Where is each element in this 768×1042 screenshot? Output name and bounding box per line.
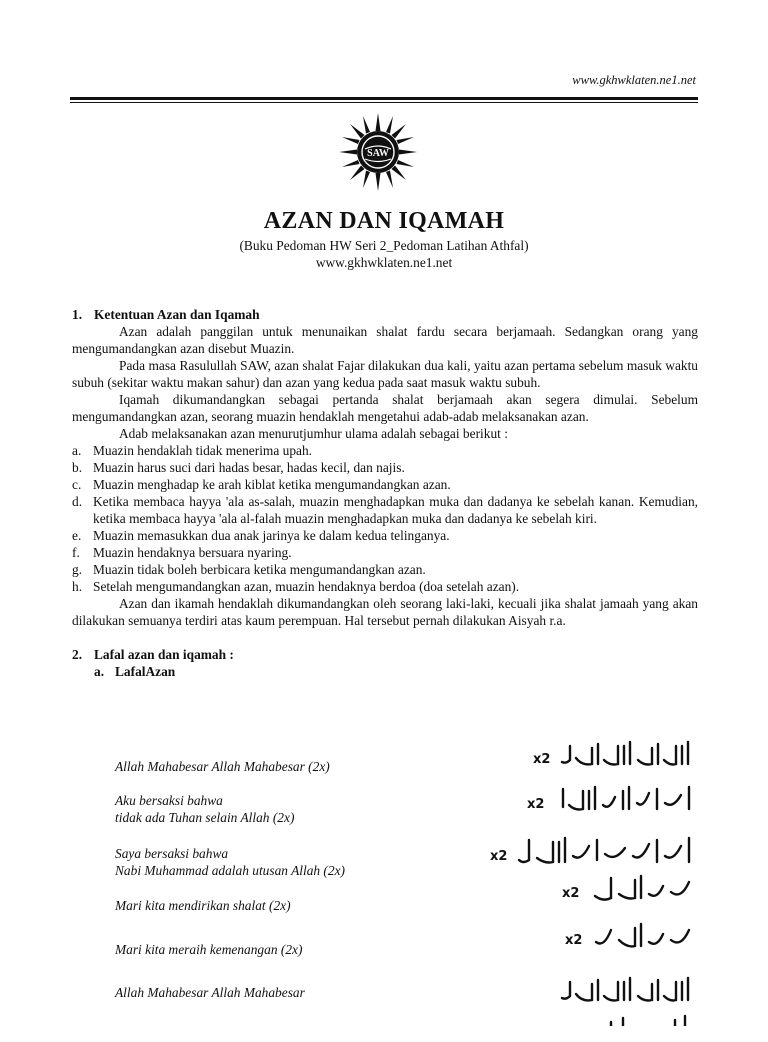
list-item [72, 561, 698, 578]
list-item [72, 527, 698, 544]
list-text: Muazin memasukkan dua anak jarinya ke dalam kedua telinganya. [93, 528, 450, 543]
list-text: Muazin menghadap ke arah kiblat ketika mengumandangkan azan. [93, 477, 451, 492]
list-item [72, 459, 698, 476]
lafal-translation [115, 897, 291, 914]
section-1 [72, 306, 698, 680]
paragraph: Pada masa Rasulullah SAW, azan shalat Fajar dilakukan dua kali, yaitu azan pertama sebelum masuk waktu subuh (sekitar waktu makan sahur) dan azan yang kedua pada saat masuk waktu subuh. [72, 358, 698, 390]
list-marker: d. [72, 494, 83, 509]
section-1-title: Ketentuan Azan dan Iqamah [94, 307, 260, 322]
repeat-marker: x2 [562, 886, 580, 901]
arabic-calligraphy-cropped [563, 1012, 693, 1042]
section-2-number: 2. [72, 647, 83, 662]
header-url: www.gkhwklaten.ne1.net [572, 73, 696, 87]
lafal-line: Nabi Muhammad adalah utusan Allah (2x) [115, 863, 345, 878]
arabic-calligraphy-hayya-salah [589, 872, 693, 902]
list-marker: h. [72, 579, 83, 594]
arabic-calligraphy-hayya-falah [592, 920, 693, 950]
paragraph: Iqamah dikumandangkan sebagai pertanda shalat berjamaah akan segera dimulai. Sebelum mengumandangkan azan, seorang muazin hendaklah mengetahui adab-adab melaksanakan azan. [72, 392, 698, 424]
list-item [72, 544, 698, 561]
repeat-marker: x2 [533, 752, 551, 767]
arabic-calligraphy-takbir-2 [558, 974, 693, 1004]
document-subtitle: (Buku Pedoman HW Seri 2_Pedoman Latihan Athfal) [239, 238, 529, 253]
muhammadiyah-sun-logo [339, 113, 417, 191]
repeat-marker: x2 [565, 933, 583, 948]
subsection-marker: a. [94, 664, 105, 679]
subsection-title: LafalAzan [115, 664, 176, 679]
lafal-translation [115, 941, 302, 958]
lafal-line: Mari kita meraih kemenangan (2x) [115, 942, 303, 957]
logo-text: SAW [367, 148, 389, 159]
repeat-marker: x2 [490, 849, 508, 864]
subsection-lafal-azan-heading [94, 663, 698, 680]
list-marker: e. [72, 528, 82, 543]
list-marker: a. [72, 443, 82, 458]
list-item [72, 493, 698, 527]
list-marker: b. [72, 460, 83, 475]
repeat-marker: x2 [527, 797, 545, 812]
paragraph: Azan adalah panggilan untuk menunaikan shalat fardu secara berjamaah. Sedangkan orang yang mengumandangkan azan disebut Muazin. [72, 324, 698, 356]
list-item [72, 578, 698, 595]
list-item [72, 442, 698, 459]
closing-paragraph: Azan dan ikamah hendaklah dikumandangkan oleh seorang laki-laki, kecuali jika shalat jamaah yang akan dilakukan semuanya terdiri atas kaum perempuan. Hal tersebut pernah dilakukan Aisyah r.a. [72, 596, 698, 628]
lafal-translation [115, 845, 345, 879]
lafal-line: Allah Mahabesar Allah Mahabesar (2x) [115, 759, 330, 774]
lafal-translation [115, 984, 305, 1001]
arabic-calligraphy-syahadat-1 [553, 783, 693, 813]
list-marker: g. [72, 562, 83, 577]
list-text: Muazin hendaknya bersuara nyaring. [93, 545, 292, 560]
lafal-translation [115, 792, 294, 826]
lafal-line: tidak ada Tuhan selain Allah (2x) [115, 810, 295, 825]
header-rule-thick [70, 97, 698, 100]
section-2-heading [72, 646, 698, 663]
lafal-line: Aku bersaksi bahwa [115, 793, 223, 808]
adab-list [72, 442, 698, 595]
list-text: Muazin hendaklah tidak menerima upah. [93, 443, 313, 458]
list-text: Muazin tidak boleh berbicara ketika mengumandangkan azan. [93, 562, 426, 577]
section-2-title: Lafal azan dan iqamah : [94, 647, 234, 662]
lafal-line: Mari kita mendirikan shalat (2x) [115, 898, 291, 913]
paragraph: Adab melaksanakan azan menurutjumhur ulama adalah sebagai berikut : [119, 426, 508, 441]
lafal-line: Allah Mahabesar Allah Mahabesar [115, 985, 305, 1000]
section-1-number: 1. [72, 307, 83, 322]
arabic-calligraphy-takbir [558, 738, 693, 768]
list-marker: c. [72, 477, 82, 492]
list-marker: f. [72, 545, 80, 560]
list-text: Muazin harus suci dari hadas besar, hadas kecil, dan najis. [93, 460, 405, 475]
lafal-line: Saya bersaksi bahwa [115, 846, 229, 861]
list-text: Ketika membaca hayya 'ala as-salah, muazin menghadapkan muka dan dadanya ke sebelah kanan. Kemudian, ketika membaca hayya 'ala al-falah muazin menghadapkan muka dan dadanya ke sebelah kiri. [93, 494, 698, 526]
lafal-translation [115, 758, 330, 775]
header-rule-thin [70, 102, 698, 103]
document-title: AZAN DAN IQAMAH [263, 208, 505, 234]
section-1-heading [72, 306, 698, 323]
document-subtitle-url: www.gkhwklaten.ne1.net [315, 255, 453, 270]
list-text: Setelah mengumandangkan azan, muazin hendaknya berdoa (doa setelah azan). [93, 579, 520, 594]
arabic-calligraphy-syahadat-2 [515, 834, 693, 864]
list-item [72, 476, 698, 493]
